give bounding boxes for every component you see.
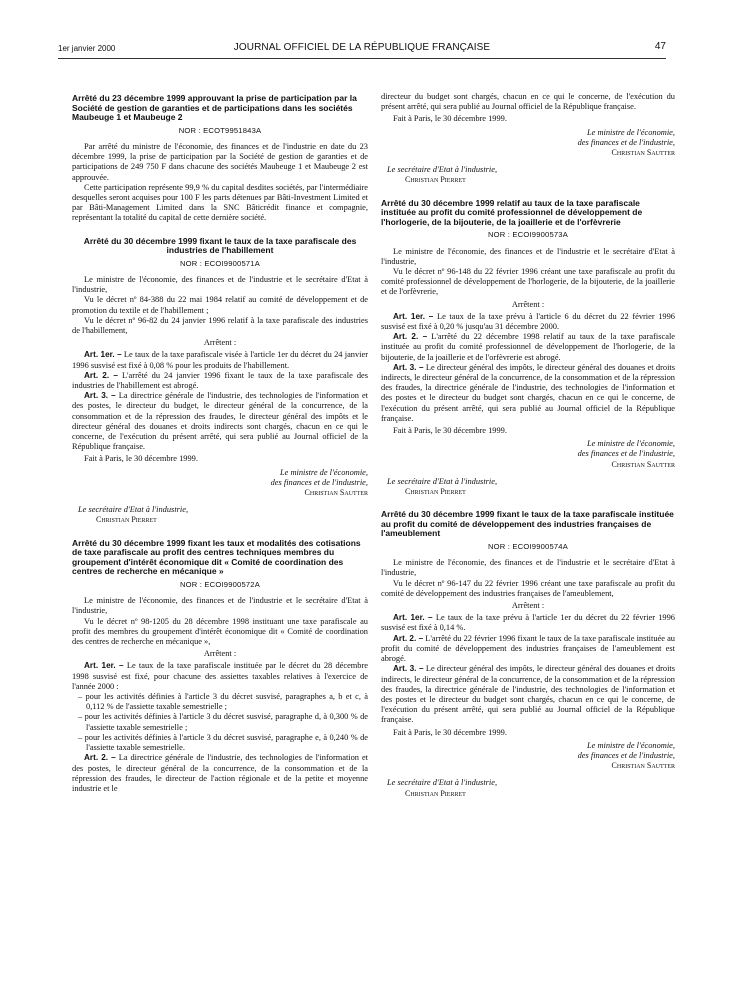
decree-title: Arrêté du 30 décembre 1999 relatif au taux de la taxe parafiscale instituée au profit du comité professionnel de développement de l'horlogerie, de la bijouterie, de la joaillerie et de l'orfèvrerie [381,197,643,227]
paragraph: Vu le décret nº 96-147 du 22 février 1996 créant une taxe parafiscale au profit du comité de développement des industries françaises de l'ameublement, [381,578,675,598]
minister-name: Christian Sautter [611,761,675,771]
article-1 [381,613,675,633]
article-text: La directrice générale de l'industrie, des technologies de l'information et des postes, le directeur général de la concurrence, de la consommation et de la répression des fraudes, le directeur de l'action régionale et de la petite et moyenne industrie et le [72,753,368,793]
paragraph: Le ministre de l'économie, des finances et de l'industrie et le secrétaire d'Etat à l'industrie, [72,596,368,616]
article-text: Le taux de la taxe parafiscale instituée par le décret du 28 décembre 1998 susvisé est fixé, pour chacune des assiettes taxables relatives à l'exercice de l'année 2000 : [72,661,369,691]
article-text: Le directeur général des impôts, le directeur général des douanes et droits indirects, le directeur général de la concurrence, de la consommation et de la répression des fraudes, la directrice générale de l'industrie, des technologies de l'information et des postes et le directeur du budget sont chargés, chacun en ce qui le concerne, de l'exécution du présent arrêté, qui sera publié au Journal officiel de la République française. [381,664,675,725]
article-2 [72,371,368,391]
nor-reference: NOR : ECOI9900574A [488,542,568,552]
decree-ameublement [381,510,675,798]
minister-title: Le ministre de l'économie, [586,439,675,449]
paragraph: Le ministre de l'économie, des finances et de l'industrie et le secrétaire d'Etat à l'industrie, [381,558,675,578]
paragraph: Vu le décret nº 96-148 du 22 février 1996 créant une taxe parafiscale au profit du comité professionnel de développement de l'horlogerie, de la bijouterie, de la joaillerie et de l'orfèvrerie, [381,267,675,297]
secretary-title: Le secrétaire d'Etat à l'industrie, [387,165,498,175]
article-label: Art. 3. – [393,664,424,674]
page-number: 47 [654,41,666,52]
secretary-name: Christian Pierret [405,175,466,185]
minister-title-cont: des finances et de l'industrie, [577,449,675,459]
decree-habillement [72,237,368,526]
page-header [58,40,666,54]
minister-name: Christian Sautter [611,148,675,158]
paragraph: Le ministre de l'économie, des finances et de l'industrie et le secrétaire d'Etat à l'industrie, [72,275,368,295]
decree-mecanique-continued [381,92,675,186]
secretary-name: Christian Pierret [405,487,466,497]
signature-date: Fait à Paris, le 30 décembre 1999. [393,727,507,737]
article-3 [72,391,368,452]
nor-reference: NOR : ECOI9900571A [180,258,260,268]
minister-title: Le ministre de l'économie, [279,467,368,477]
article-3 [381,664,675,725]
signature-date: Fait à Paris, le 30 décembre 1999. [393,426,507,436]
decree-title: Arrêté du 23 décembre 1999 approuvant la prise de participation par la Société de gestion de garanties et de participations dans les sociétés Maubeuge 1 et Maubeuge 2 [72,93,357,123]
decree-maubeuge [72,94,368,224]
minister-name: Christian Sautter [304,488,368,498]
article-label: Art. 1er. – [84,661,124,671]
arretent-label: Arrêtent : [203,649,237,659]
article-text: L'arrêté du 24 janvier 1996 fixant le taux de la taxe parafiscale des industries de l'habillement est abrogé. [72,370,368,391]
arretent-label: Arrêtent : [203,338,237,348]
journal-title: JOURNAL OFFICIEL DE LA RÉPUBLIQUE FRANÇAISE [233,42,491,53]
article-3 [381,363,675,424]
article-label: Art. 2. – [84,370,118,380]
article-text: La directrice générale de l'industrie, des technologies de l'information et des postes, le directeur du budget, le directeur général de la concurrence, de la consommation et de la répression des fraudes, le directeur général des impôts et le directeur général des douanes et droits indirects sont chargés, chacun en ce qui le concerne, de l'exécution du présent arrêté, qui sera publié au Journal officiel de la République française. [72,391,368,452]
article-text: L'arrêté du 22 décembre 1998 relatif au taux de la taxe parafiscale instituée au profit du comité professionnel de développement de l'horlogerie, de la bijouterie, de la joaillerie et de l'orfèvrerie est abrogé. [381,332,675,362]
article-label: Art. 2. – [84,753,116,763]
decree-title: Arrêté du 30 décembre 1999 fixant le taux de la taxe parafiscale des industries de l'habillement [83,235,357,256]
secretary-name: Christian Pierret [96,515,157,525]
header-date: 1er janvier 2000 [58,44,116,53]
article-text: Le taux de la taxe prévu à l'article 6 du décret du 22 février 1996 susvisé est fixé à 0,20 % jusqu'au 31 décembre 2000. [381,311,675,332]
list-item: – pour les activités définies à l'article 3 du décret susvisé, paragraphes a, b et c, à 0,112 % de l'assiette taxable semestrielle ; [78,692,368,712]
nor-reference: NOR : ECOT9951843A [178,125,262,135]
minister-title-cont: des finances et de l'industrie, [577,750,675,760]
article-2 [381,634,675,665]
arretent-label: Arrêtent : [511,601,545,611]
paragraph: Cette participation représente 99,9 % du capital desdites sociétés, par l'intermédiaire desquelles seront acquises pour 100 F les parts détenues par Bâti-Investment Limited et par Bâti-Management Limited dans la SNC Bâticrédit finance et compagnie, représentant la totalité du capital de cette dernière société. [72,182,368,223]
minister-title: Le ministre de l'économie, [586,127,675,137]
article-text: Le taux de la taxe parafiscale visée à l'article 1er du décret du 24 janvier 1996 susvisé est fixé à 0,08 % pour les produits de l'habillement. [72,350,368,370]
secretary-title: Le secrétaire d'Etat à l'industrie, [78,505,189,515]
article-label: Art. 1er. – [84,350,122,360]
decree-title: Arrêté du 30 décembre 1999 fixant les taux et modalités des cotisations de taxe parafiscale au profit des centres techniques membres du groupement d'intérêt économique dit « Comité de coordination des centres de recherche en mécanique » [72,537,361,577]
secretary-title: Le secrétaire d'Etat à l'industrie, [387,476,498,486]
minister-title-cont: des finances et de l'industrie, [270,477,368,487]
article-2 [381,332,675,363]
article-text: Le taux de la taxe prévu à l'article 1er du décret du 22 février 1996 susvisé est fixé à 0,14 %. [381,613,675,633]
decree-mecanique [72,539,368,794]
signature-date: Fait à Paris, le 30 décembre 1999. [393,114,507,124]
minister-title-cont: des finances et de l'industrie, [577,137,675,147]
article-label: Art. 2. – [393,633,424,643]
left-column [72,94,368,794]
paragraph: Par arrêté du ministre de l'économie, des finances et de l'industrie en date du 23 décembre 1999, la prise de participation par la Société de gestion de garanties et de participations de 249 750 F dans chacune des sociétés Maubeuge 1 et Maubeuge 2 est approuvée. [72,141,368,182]
article-label: Art. 1er. – [393,613,433,623]
secretary-title: Le secrétaire d'Etat à l'industrie, [387,778,498,788]
paragraph: directeur du budget sont chargés, chacun en ce qui le concerne, de l'exécution du présent arrêté, qui sera publié au Journal officiel de la République française. [381,92,675,112]
minister-name: Christian Sautter [611,459,675,469]
paragraph: Vu le décret nº 96-82 du 24 janvier 1996 relatif à la taxe parafiscale des industries de l'habillement, [72,315,368,336]
article-1 [72,661,368,692]
article-1 [381,312,675,332]
article-label: Art. 3. – [84,391,116,401]
article-1 [72,350,368,370]
article-2 [72,753,368,794]
article-text: L'arrêté du 22 février 1996 fixant le taux de la taxe parafiscale instituée au profit du comité de développement des industries françaises de l'ameublement est abrogé. [381,633,675,664]
header-rule [58,58,666,59]
nor-reference: NOR : ECOI9900572A [180,580,260,590]
list-item: – pour les activités définies à l'article 3 du décret susvisé, paragraphe e, à 0,240 % de l'assiette taxable semestrielle. [78,732,368,753]
signature-date: Fait à Paris, le 30 décembre 1999. [84,454,198,464]
article-label: Art. 1er. – [393,311,434,321]
nor-reference: NOR : ECOI9900573A [488,230,568,240]
secretary-name: Christian Pierret [405,788,466,798]
decree-horlogerie [381,199,675,498]
arretent-label: Arrêtent : [511,299,545,309]
article-label: Art. 3. – [393,362,424,372]
article-text: Le directeur général des impôts, le directeur général des douanes et droits indirects, le directeur général de la concurrence, de la consommation et de la répression des fraudes, la directrice générale de l'industrie, des technologies de l'information et des postes et le directeur du budget sont chargés, chacun en ce qui le concerne, de l'exécution du présent arrêté, qui sera publié au Journal officiel de la République française. [381,362,675,423]
list-item: – pour les activités définies à l'article 3 du décret susvisé, paragraphe d, à 0,300 % de l'assiette taxable semestrielle ; [78,712,368,732]
paragraph: Le ministre de l'économie, des finances et de l'industrie et le secrétaire d'Etat à l'industrie, [381,246,675,266]
article-label: Art. 2. – [393,332,428,342]
minister-title: Le ministre de l'économie, [586,740,675,750]
paragraph: Vu le décret nº 84-388 du 22 mai 1984 relatif au comité de développement et de promotion du textile et de l'habillement ; [72,295,368,315]
right-column [381,92,675,799]
paragraph: Vu le décret nº 98-1205 du 28 décembre 1998 instituant une taxe parafiscale au profit des membres du groupement d'intérêt économique dit « Comité de coordination des centres de recherche en mécanique », [72,616,368,647]
decree-title: Arrêté du 30 décembre 1999 fixant le taux de la taxe parafiscale instituée au profit du comité de développement des industries françaises de l'ameublement [381,509,674,539]
